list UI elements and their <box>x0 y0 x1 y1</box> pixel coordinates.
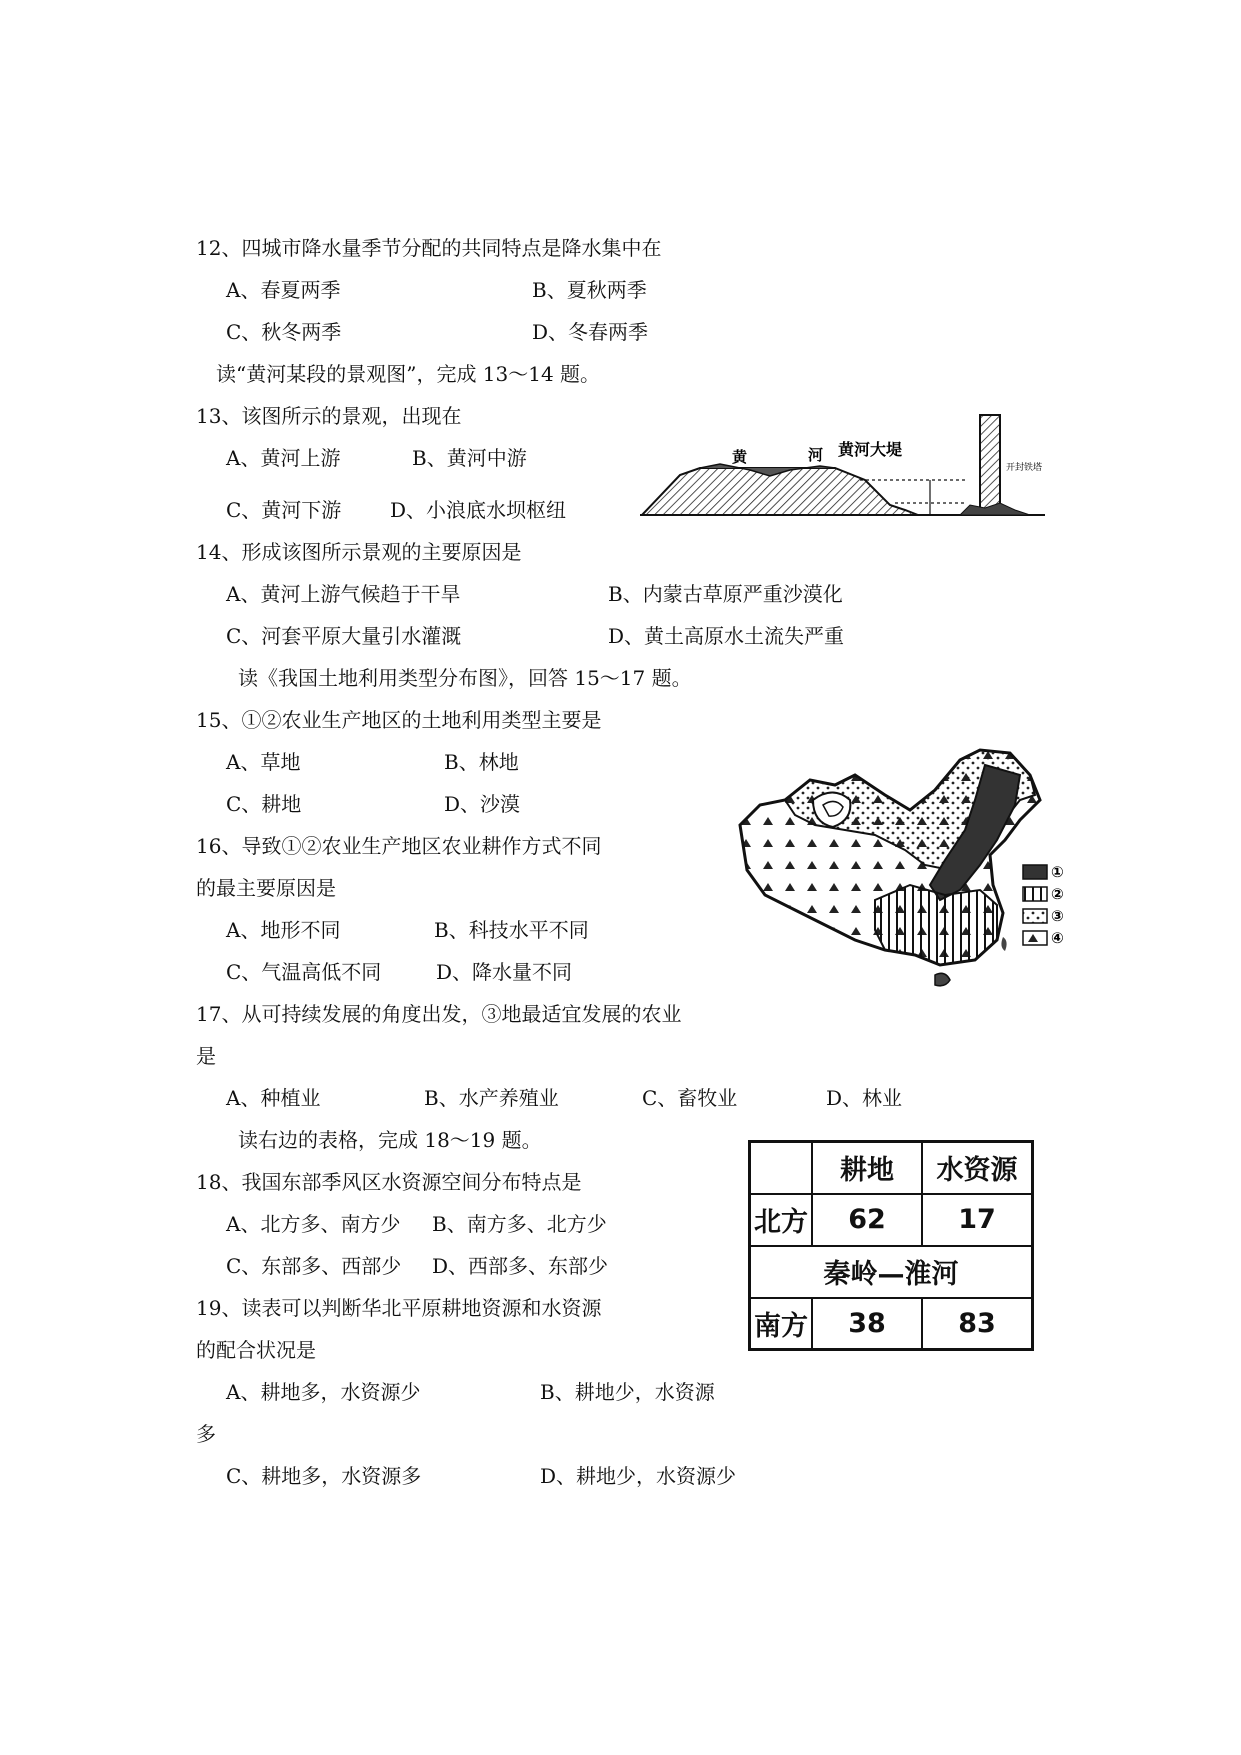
land-use-map <box>735 745 1075 1045</box>
legend-label-3: ③ <box>1051 907 1064 925</box>
q12-option-c: C、秋冬两季 <box>226 320 342 344</box>
q15-option-a: A、草地 <box>226 750 301 774</box>
q17-option-b: B、水产养殖业 <box>424 1086 559 1110</box>
q18-option-a: A、北方多、南方少 <box>226 1212 401 1236</box>
q16-option-d: D、降水量不同 <box>436 960 573 984</box>
q17-option-a: A、种植业 <box>226 1086 321 1110</box>
legend-swatch-3 <box>1023 909 1047 923</box>
q13-option-c: C、黄河下游 <box>226 498 342 522</box>
q16-option-b: B、科技水平不同 <box>434 918 589 942</box>
table-north-farmland: 62 <box>812 1194 922 1246</box>
q17-option-d: D、林业 <box>826 1086 903 1110</box>
table-south-farmland: 38 <box>812 1298 922 1350</box>
q15-option-c: C、耕地 <box>226 792 302 816</box>
q13-option-b: B、黄河中游 <box>412 446 527 470</box>
label-tower: 开封铁塔 <box>1006 463 1043 473</box>
q12-option-a: A、春夏两季 <box>226 278 341 302</box>
q19-option-a: A、耕地多，水资源少 <box>226 1380 421 1404</box>
q19-option-b-cont: 多 <box>196 1422 216 1446</box>
question-18: 18、我国东部季风区水资源空间分布特点是 <box>196 1170 582 1194</box>
q13-option-d: D、小浪底水坝枢纽 <box>390 498 567 522</box>
q19-option-b: B、耕地少，水资源 <box>540 1380 715 1404</box>
q13-option-a: A、黄河上游 <box>226 446 341 470</box>
q16-option-a: A、地形不同 <box>226 918 341 942</box>
question-19-cont: 的配合状况是 <box>196 1338 316 1362</box>
legend-label-1: ① <box>1051 863 1064 881</box>
q16-option-c: C、气温高低不同 <box>226 960 382 984</box>
question-14: 14、形成该图所示景观的主要原因是 <box>196 540 522 564</box>
q17-option-c: C、畜牧业 <box>642 1086 738 1110</box>
table-corner <box>750 1142 813 1194</box>
label-huang: 黄 <box>732 448 748 466</box>
kaifeng-tower <box>980 415 1000 510</box>
q18-option-b: B、南方多、北方少 <box>432 1212 607 1236</box>
intro-13-14: 读“黄河某段的景观图”，完成 13～14 题。 <box>216 362 601 386</box>
table-divider-qinling-huaihe: 秦岭—淮河 <box>750 1246 1033 1298</box>
intro-15-17: 读《我国土地利用类型分布图》，回答 15～17 题。 <box>238 666 692 690</box>
q14-option-a: A、黄河上游气候趋于干旱 <box>226 582 461 606</box>
question-17-cont: 是 <box>196 1044 216 1068</box>
q15-option-d: D、沙漠 <box>444 792 521 816</box>
map-region-2 <box>875 885 997 965</box>
table-south-water: 83 <box>922 1298 1033 1350</box>
question-12: 12、四城市降水量季节分配的共同特点是降水集中在 <box>196 236 662 260</box>
table-row-north-label: 北方 <box>750 1194 813 1246</box>
table-row-south-label: 南方 <box>750 1298 813 1350</box>
q14-option-c: C、河套平原大量引水灌溉 <box>226 624 462 648</box>
table-header-water: 水资源 <box>922 1142 1033 1194</box>
question-15: 15、①②农业生产地区的土地利用类型主要是 <box>196 708 602 732</box>
legend-swatch-1 <box>1023 865 1047 879</box>
legend-swatch-2 <box>1023 887 1047 901</box>
q15-option-b: B、林地 <box>444 750 519 774</box>
legend-label-2: ② <box>1051 885 1064 903</box>
q18-option-c: C、东部多、西部少 <box>226 1254 402 1278</box>
question-13: 13、该图所示的景观，出现在 <box>196 404 462 428</box>
q12-option-d: D、冬春两季 <box>532 320 649 344</box>
label-dike: 黄河大堤 <box>838 440 903 459</box>
legend-label-4: ④ <box>1051 929 1064 947</box>
q14-option-b: B、内蒙古草原严重沙漠化 <box>608 582 843 606</box>
q19-option-c: C、耕地多，水资源多 <box>226 1464 422 1488</box>
question-17: 17、从可持续发展的角度出发，③地最适宜发展的农业 <box>196 1002 682 1026</box>
question-16: 16、导致①②农业生产地区农业耕作方式不同 <box>196 834 602 858</box>
river-bank <box>642 468 918 515</box>
q12-option-b: B、夏秋两季 <box>532 278 647 302</box>
table-header-farmland: 耕地 <box>812 1142 922 1194</box>
water-resource-table <box>748 1140 1034 1351</box>
intro-18-19: 读右边的表格，完成 18～19 题。 <box>238 1128 542 1152</box>
q19-option-d: D、耕地少，水资源少 <box>540 1464 737 1488</box>
q18-option-d: D、西部多、东部少 <box>432 1254 609 1278</box>
table-north-water: 17 <box>922 1194 1033 1246</box>
label-he: 河 <box>808 446 824 464</box>
question-16-cont: 的最主要原因是 <box>196 876 336 900</box>
q14-option-d: D、黄土高原水土流失严重 <box>608 624 845 648</box>
question-19: 19、读表可以判断华北平原耕地资源和水资源 <box>196 1296 602 1320</box>
yellow-river-figure <box>640 410 1060 522</box>
